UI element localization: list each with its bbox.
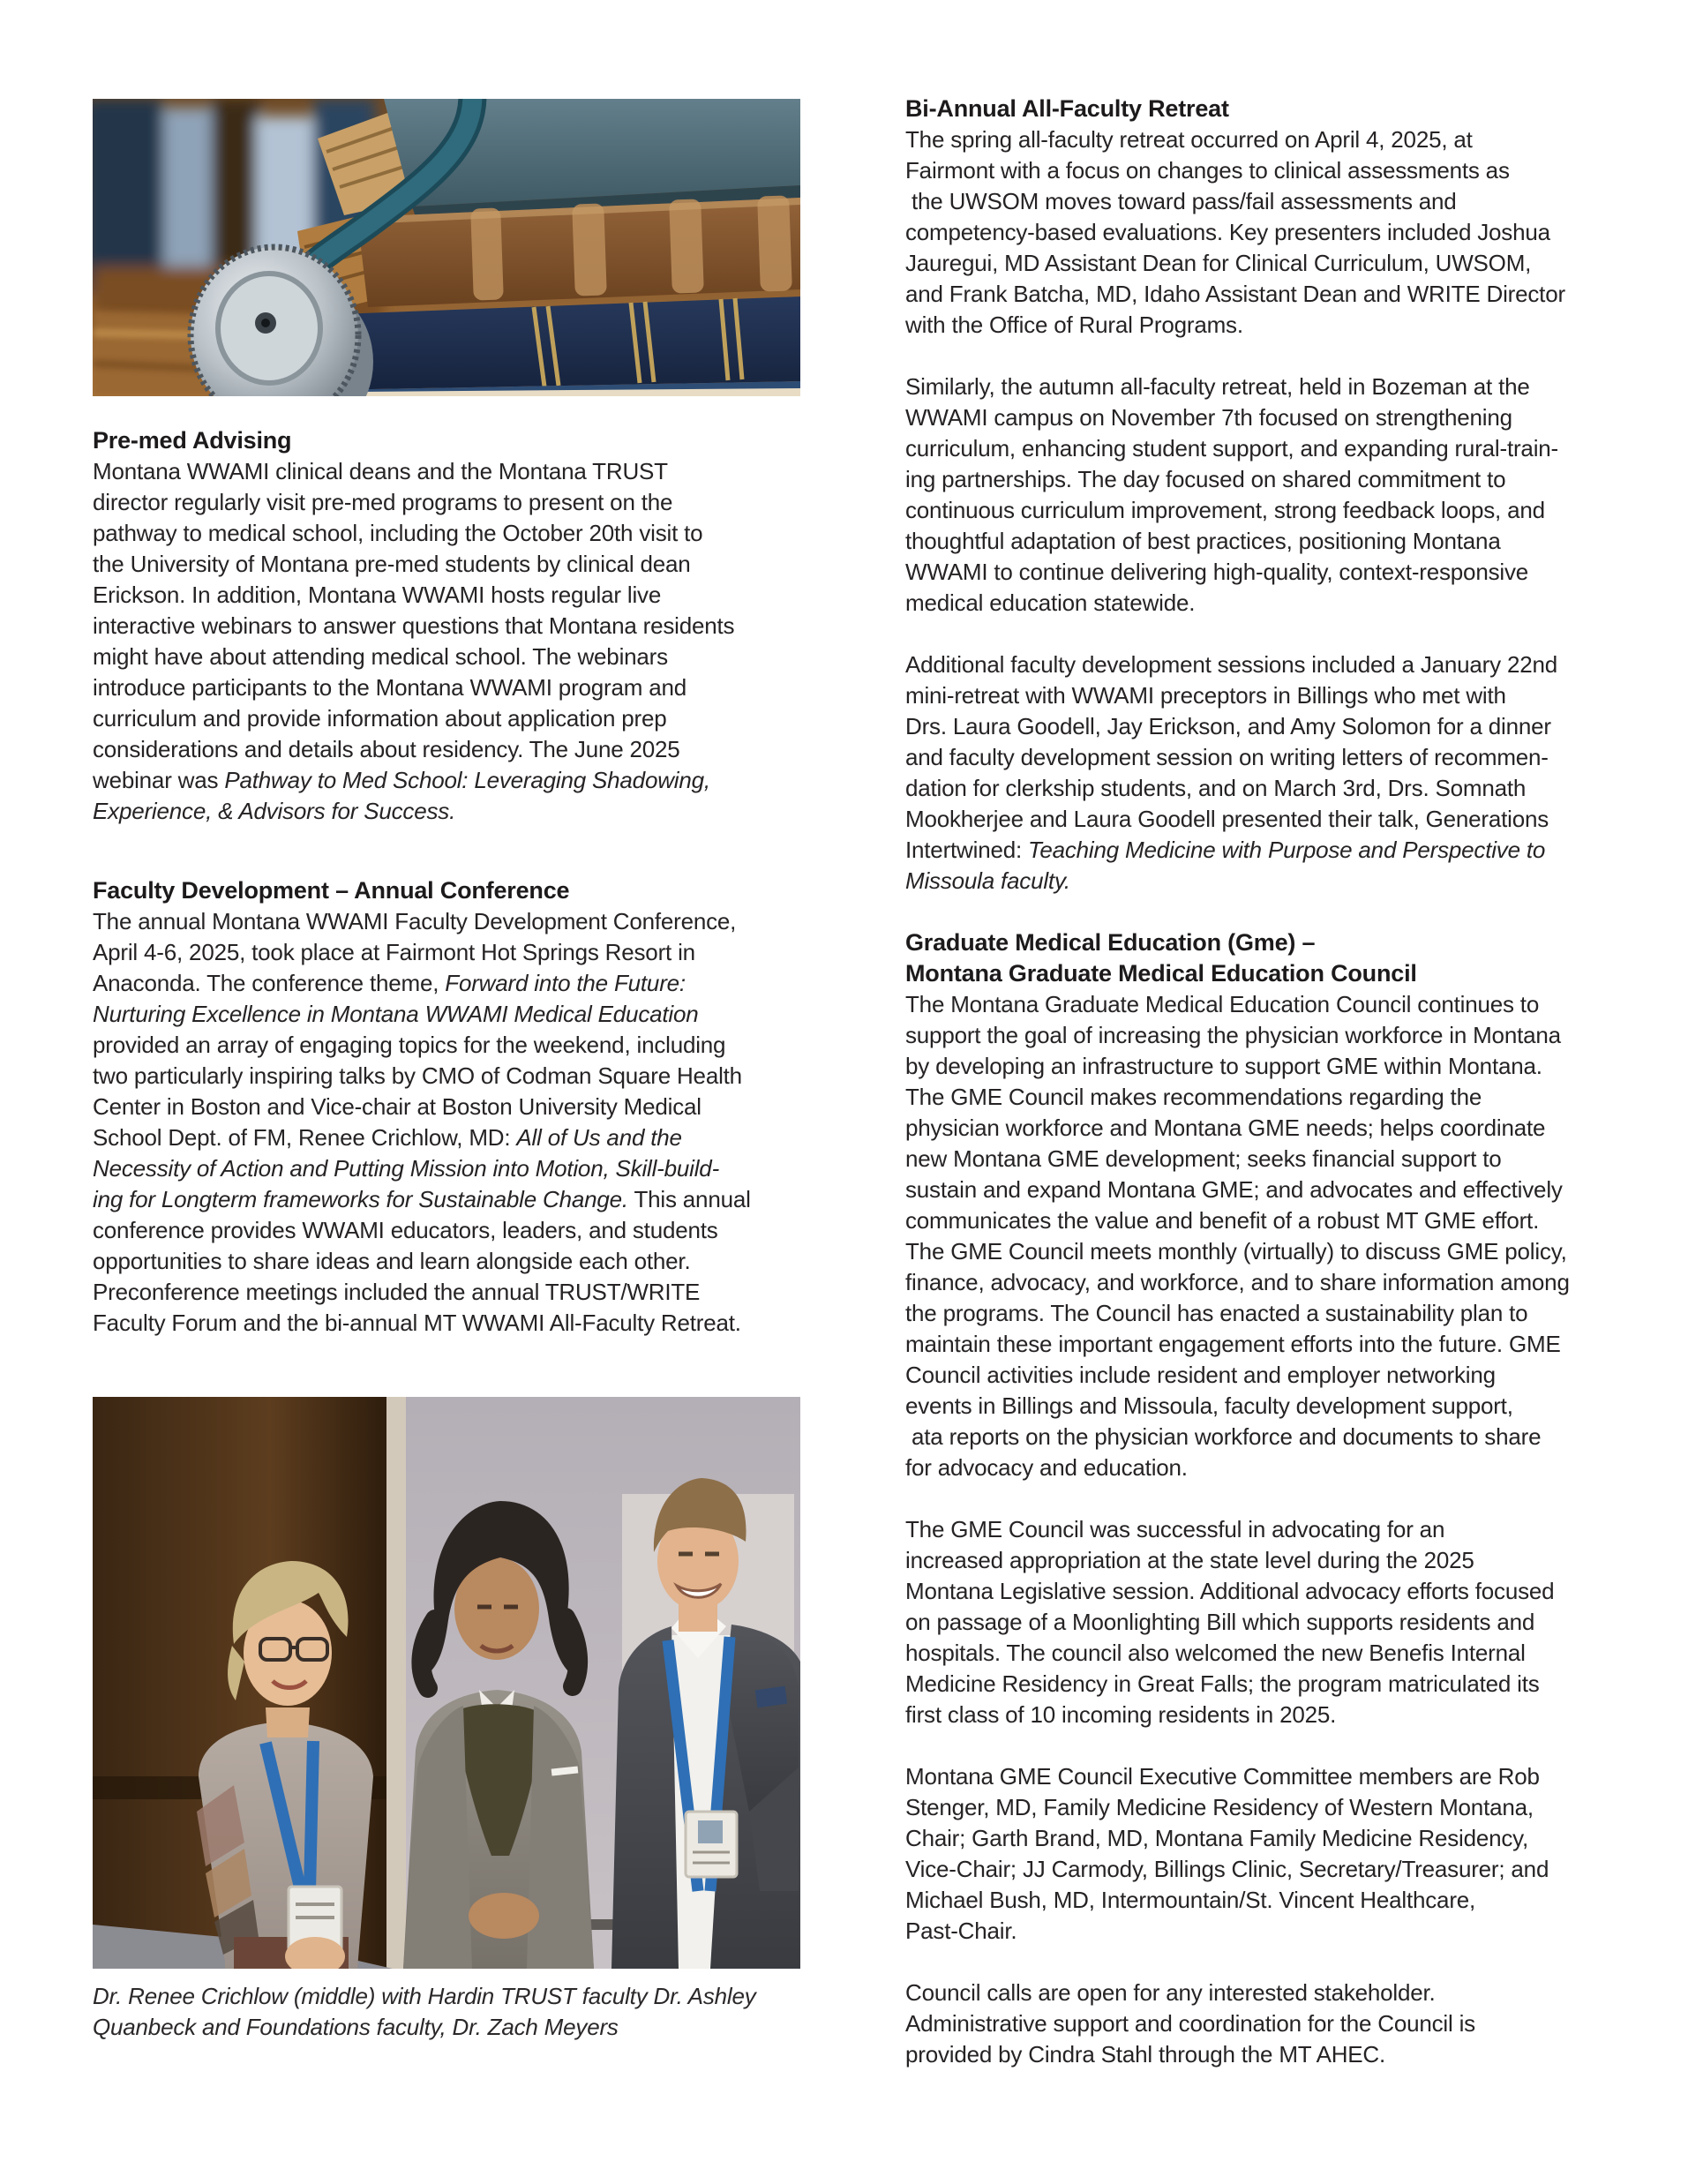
conference-photo [93,1397,800,1969]
conference-photo-illustration [93,1397,800,1969]
retreat-paragraph-2: Similarly, the autumn all-faculty retreat, held in Bozeman at the WWAMI campus on November 7th focused on strengthening curriculum, enhancing student support, and expanding rural-train- ing partnerships. The day focused on shared commitment to continuous curriculum improvement, strong feedback loops, and thoughtful adaptation of best practices, positioning Montana WWAMI to continue delivering high-quality, context-responsive medical education statewide. [905,373,1558,616]
gme-paragraph-2: The GME Council was successful in advocating for an increased appropriation at the state level during the 2025 Montana Legislative session. Additional advocacy efforts focused on passage of a Moonlighting Bill which supports residents and hospitals. The council also welcomed the new Benefis Internal Medicine Residency in Great Falls; the program matriculated its first class of 10 incoming residents in 2025. [905,1516,1555,1728]
premed-heading: Pre-med Advising [93,427,292,454]
door-edge [386,1397,406,1969]
books-stethoscope-photo [93,99,800,396]
gme-paragraph-3: Montana GME Council Executive Committee members are Rob Stenger, MD, Family Medicine Residency of Western Montana, Chair; Garth Brand, MD, Montana Family Medicine Residency, Vice-Chair; JJ Carmody, Billings Clinic, Secretary/Treasurer; and Michael Bush, MD, Intermountain/St. Vincent Healthcare, Past-Chair. [905,1763,1549,1944]
premed-paragraph: Montana WWAMI clinical deans and the Montana TRUST director regularly visit pre-med programs to present on the pathway to medical school, including the October 20th visit to the University of Montana pre-med students by clinical dean Erickson. In addition, Montana WWAMI hosts regular live interactive webinars to answer questions that Montana residents might have about attending medical school. The webinars introduce participants to the Montana WWAMI program and curriculum and provide information about application prep considerations and details about residency. The June 2025 webinar was Pathway to Med School: Leveraging Shadowing, Experience, & Advisors for Success. [93,458,735,824]
retreat-heading: Bi-Annual All-Faculty Retreat [905,95,1229,122]
gme-heading: Graduate Medical Education (Gme) – Montana Graduate Medical Education Council [905,929,1417,987]
photo-caption: Dr. Renee Crichlow (middle) with Hardin TRUST faculty Dr. Ashley Quanbeck and Foundations faculty, Dr. Zach Meyers [93,1983,756,2040]
retreat-paragraph-1: The spring all-faculty retreat occurred on April 4, 2025, at Fairmont with a focus on changes to clinical assessments as the UWSOM moves toward pass/fail assessments and competency-based evaluations. Key presenters included Joshua Jauregui, MD Assistant Dean for Clinical Curriculum, UWSOM, and Frank Batcha, MD, Idaho Assistant Dean and WRITE Director with the Office of Rural Programs. [905,126,1565,338]
books-illustration [93,99,800,396]
retreat-paragraph-3: Additional faculty development sessions included a January 22nd mini-retreat with WWAMI preceptors in Billings who met with Drs. Laura Goodell, Jay Erickson, and Amy Solomon for a dinner and faculty development session on writing letters of recommen- dation for clerkship students, and on March 3rd, Drs. Somnath Mookherjee and Laura Goodell presented their talk, Generations Intertwined: Teaching Medicine with Purpose and Perspective to Missoula faculty. [905,651,1557,894]
gme-paragraph-4: Council calls are open for any interested stakeholder. Administrative support and coordination for the Council is provided by Cindra Stahl through the MT AHEC. [905,1979,1475,2068]
right-column [905,94,1611,2070]
left-column [93,99,800,2043]
faculty-dev-heading: Faculty Development – Annual Conference [93,877,570,904]
gme-paragraph-1: The Montana Graduate Medical Education Council continues to support the goal of increasing the physician workforce in Montana by developing an infrastructure to support GME within Montana. The GME Council makes recommendations regarding the physician workforce and Montana GME needs; helps coordinate new Montana GME development; seeks financial support to sustain and expand Montana GME; and advocates and effectively communicates the value and benefit of a robust MT GME effort. The GME Council meets monthly (virtually) to discuss GME policy, finance, advocacy, and workforce, and to share information among the programs. The Council has enacted a sustainability plan to maintain these important engagement efforts into the future. GME Council activities include resident and employer networking events in Billings and Missoula, faculty development support, ata reports on the physician workforce and documents to share for advocacy and education. [905,991,1570,1481]
faculty-dev-paragraph: The annual Montana WWAMI Faculty Development Conference, April 4-6, 2025, took place at Fairmont Hot Springs Resort in Anaconda. The conference theme, Forward into the Future: Nurturing Excellence in Montana WWAMI Medical Education provided an array of engaging topics for the weekend, including two particularly inspiring talks by CMO of Codman Square Health Center in Boston and Vice-chair at Boston University Medical School Dept. of FM, Renee Crichlow, MD: All of Us and the Necessity of Action and Putting Mission into Motion, Skill-build- ing for Longterm frameworks for Sustainable Change. This annual conference provides WWAMI educators, leaders, and students opportunities to share ideas and learn alongside each other. Preconference meetings included the annual TRUST/WRITE Faculty Forum and the bi-annual MT WWAMI All-Faculty Retreat. [93,908,751,1336]
